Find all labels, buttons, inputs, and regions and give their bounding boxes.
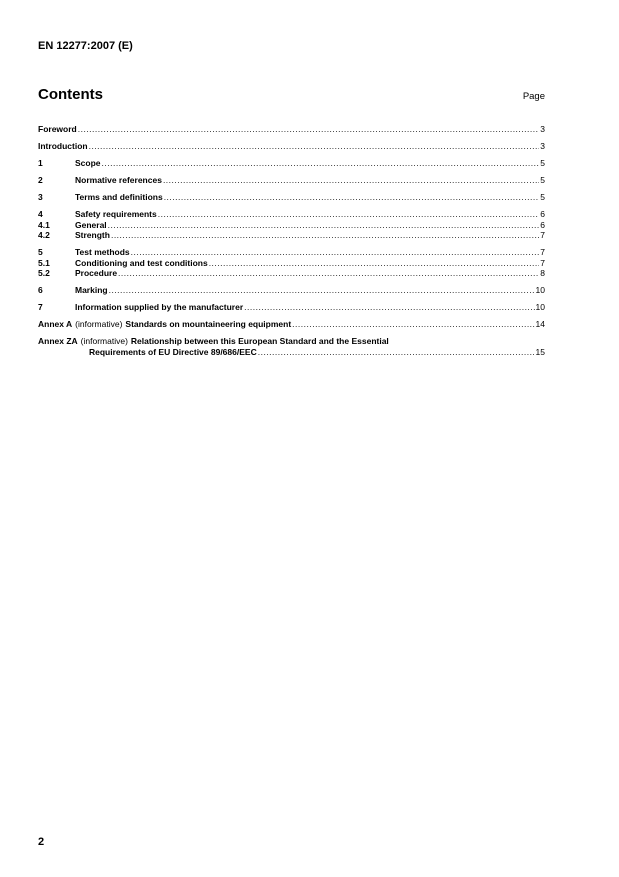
toc-page: 8 [540, 268, 545, 278]
toc-number: 4.1 [38, 219, 50, 230]
toc-leader [163, 175, 539, 186]
toc-number: 6 [38, 285, 43, 295]
toc-page: 6 [540, 219, 545, 230]
toc-page: 7 [540, 247, 545, 257]
toc-entry-annex-za-line1[interactable] [38, 336, 545, 347]
toc-title: Marking [75, 285, 108, 295]
toc-title-continued: Requirements of EU Directive 89/686/EEC [89, 346, 257, 357]
toc-leader [102, 158, 540, 169]
toc-page: 6 [540, 209, 545, 219]
toc-title: Standards on mountaineering equipment [125, 319, 292, 329]
toc-title: Information supplied by the manufacturer [75, 302, 244, 312]
toc-entry-scope[interactable] [38, 158, 545, 169]
toc-leader [108, 220, 540, 231]
toc-page: 10 [535, 285, 545, 295]
toc-entry-strength[interactable] [38, 230, 545, 241]
toc-entry-annex-a[interactable] [38, 319, 545, 330]
toc-entry-introduction[interactable] [38, 141, 545, 152]
toc-entry-test-methods[interactable] [38, 247, 545, 258]
toc-entry-terms-and-definitions[interactable] [38, 192, 545, 203]
toc-leader [131, 247, 540, 258]
page-number: 2 [38, 836, 45, 848]
toc-page: 5 [540, 158, 545, 168]
toc-entry-general[interactable] [38, 220, 545, 231]
toc-leader [78, 124, 540, 135]
toc-number: 4.2 [38, 230, 50, 240]
toc-title: Conditioning and test conditions [75, 257, 208, 268]
annex-informative: (informative) [75, 319, 123, 329]
toc-page: 7 [540, 230, 545, 240]
toc-entry-conditioning[interactable] [38, 258, 545, 269]
annex-label: Annex ZA [38, 336, 78, 346]
toc-number: 5.2 [38, 268, 50, 278]
toc-entry-normative-references[interactable] [38, 175, 545, 186]
toc-leader [164, 192, 540, 203]
toc-entry-safety-requirements[interactable] [38, 209, 545, 220]
toc-title: Terms and definitions [75, 192, 163, 202]
toc-title: General [75, 219, 107, 230]
toc-leader [292, 319, 534, 330]
toc-leader [258, 347, 535, 358]
toc-number: 5 [38, 247, 43, 257]
toc-entry-procedure[interactable] [38, 268, 545, 279]
page-column-label: Page [522, 91, 545, 102]
toc-number: 4 [38, 209, 43, 219]
toc-leader [89, 141, 540, 152]
toc-leader [158, 209, 540, 220]
toc-entry-information-supplied[interactable] [38, 302, 545, 313]
toc-page: 3 [540, 141, 545, 151]
annex-label: Annex A [38, 319, 73, 329]
toc-leader [111, 230, 539, 241]
toc-title: Foreword [38, 124, 77, 134]
toc-title: Strength [75, 230, 110, 240]
toc-entry-marking[interactable] [38, 285, 545, 296]
toc-page: 7 [540, 257, 545, 268]
toc-page: 5 [540, 192, 545, 202]
toc-page: 10 [535, 302, 545, 312]
toc-entry-annex-za-line2[interactable] [38, 347, 545, 358]
toc-number: 1 [38, 158, 43, 168]
toc-page: 14 [535, 319, 545, 329]
toc-page: 5 [540, 175, 545, 185]
toc-title: Normative references [75, 175, 162, 185]
toc-title: Introduction [38, 141, 88, 151]
table-of-contents [38, 124, 545, 357]
toc-title: Test methods [75, 247, 130, 257]
toc-page: 3 [540, 124, 545, 134]
toc-title: Safety requirements [75, 209, 157, 219]
toc-title: Scope [75, 158, 101, 168]
annex-informative: (informative) [80, 336, 128, 346]
toc-leader [244, 302, 534, 313]
document-header: EN 12277:2007 (E) [38, 40, 133, 52]
toc-number: 2 [38, 175, 43, 185]
toc-title: Relationship between this European Standard and the Essential [130, 336, 389, 346]
toc-page: 15 [535, 346, 545, 357]
toc-number: 5.1 [38, 257, 50, 268]
toc-leader [209, 258, 540, 269]
toc-number: 3 [38, 192, 43, 202]
toc-number: 7 [38, 302, 43, 312]
toc-leader [118, 268, 539, 279]
contents-title: Contents [38, 86, 103, 103]
toc-title: Procedure [75, 268, 118, 278]
toc-entry-foreword[interactable] [38, 124, 545, 135]
toc-leader [109, 285, 535, 296]
